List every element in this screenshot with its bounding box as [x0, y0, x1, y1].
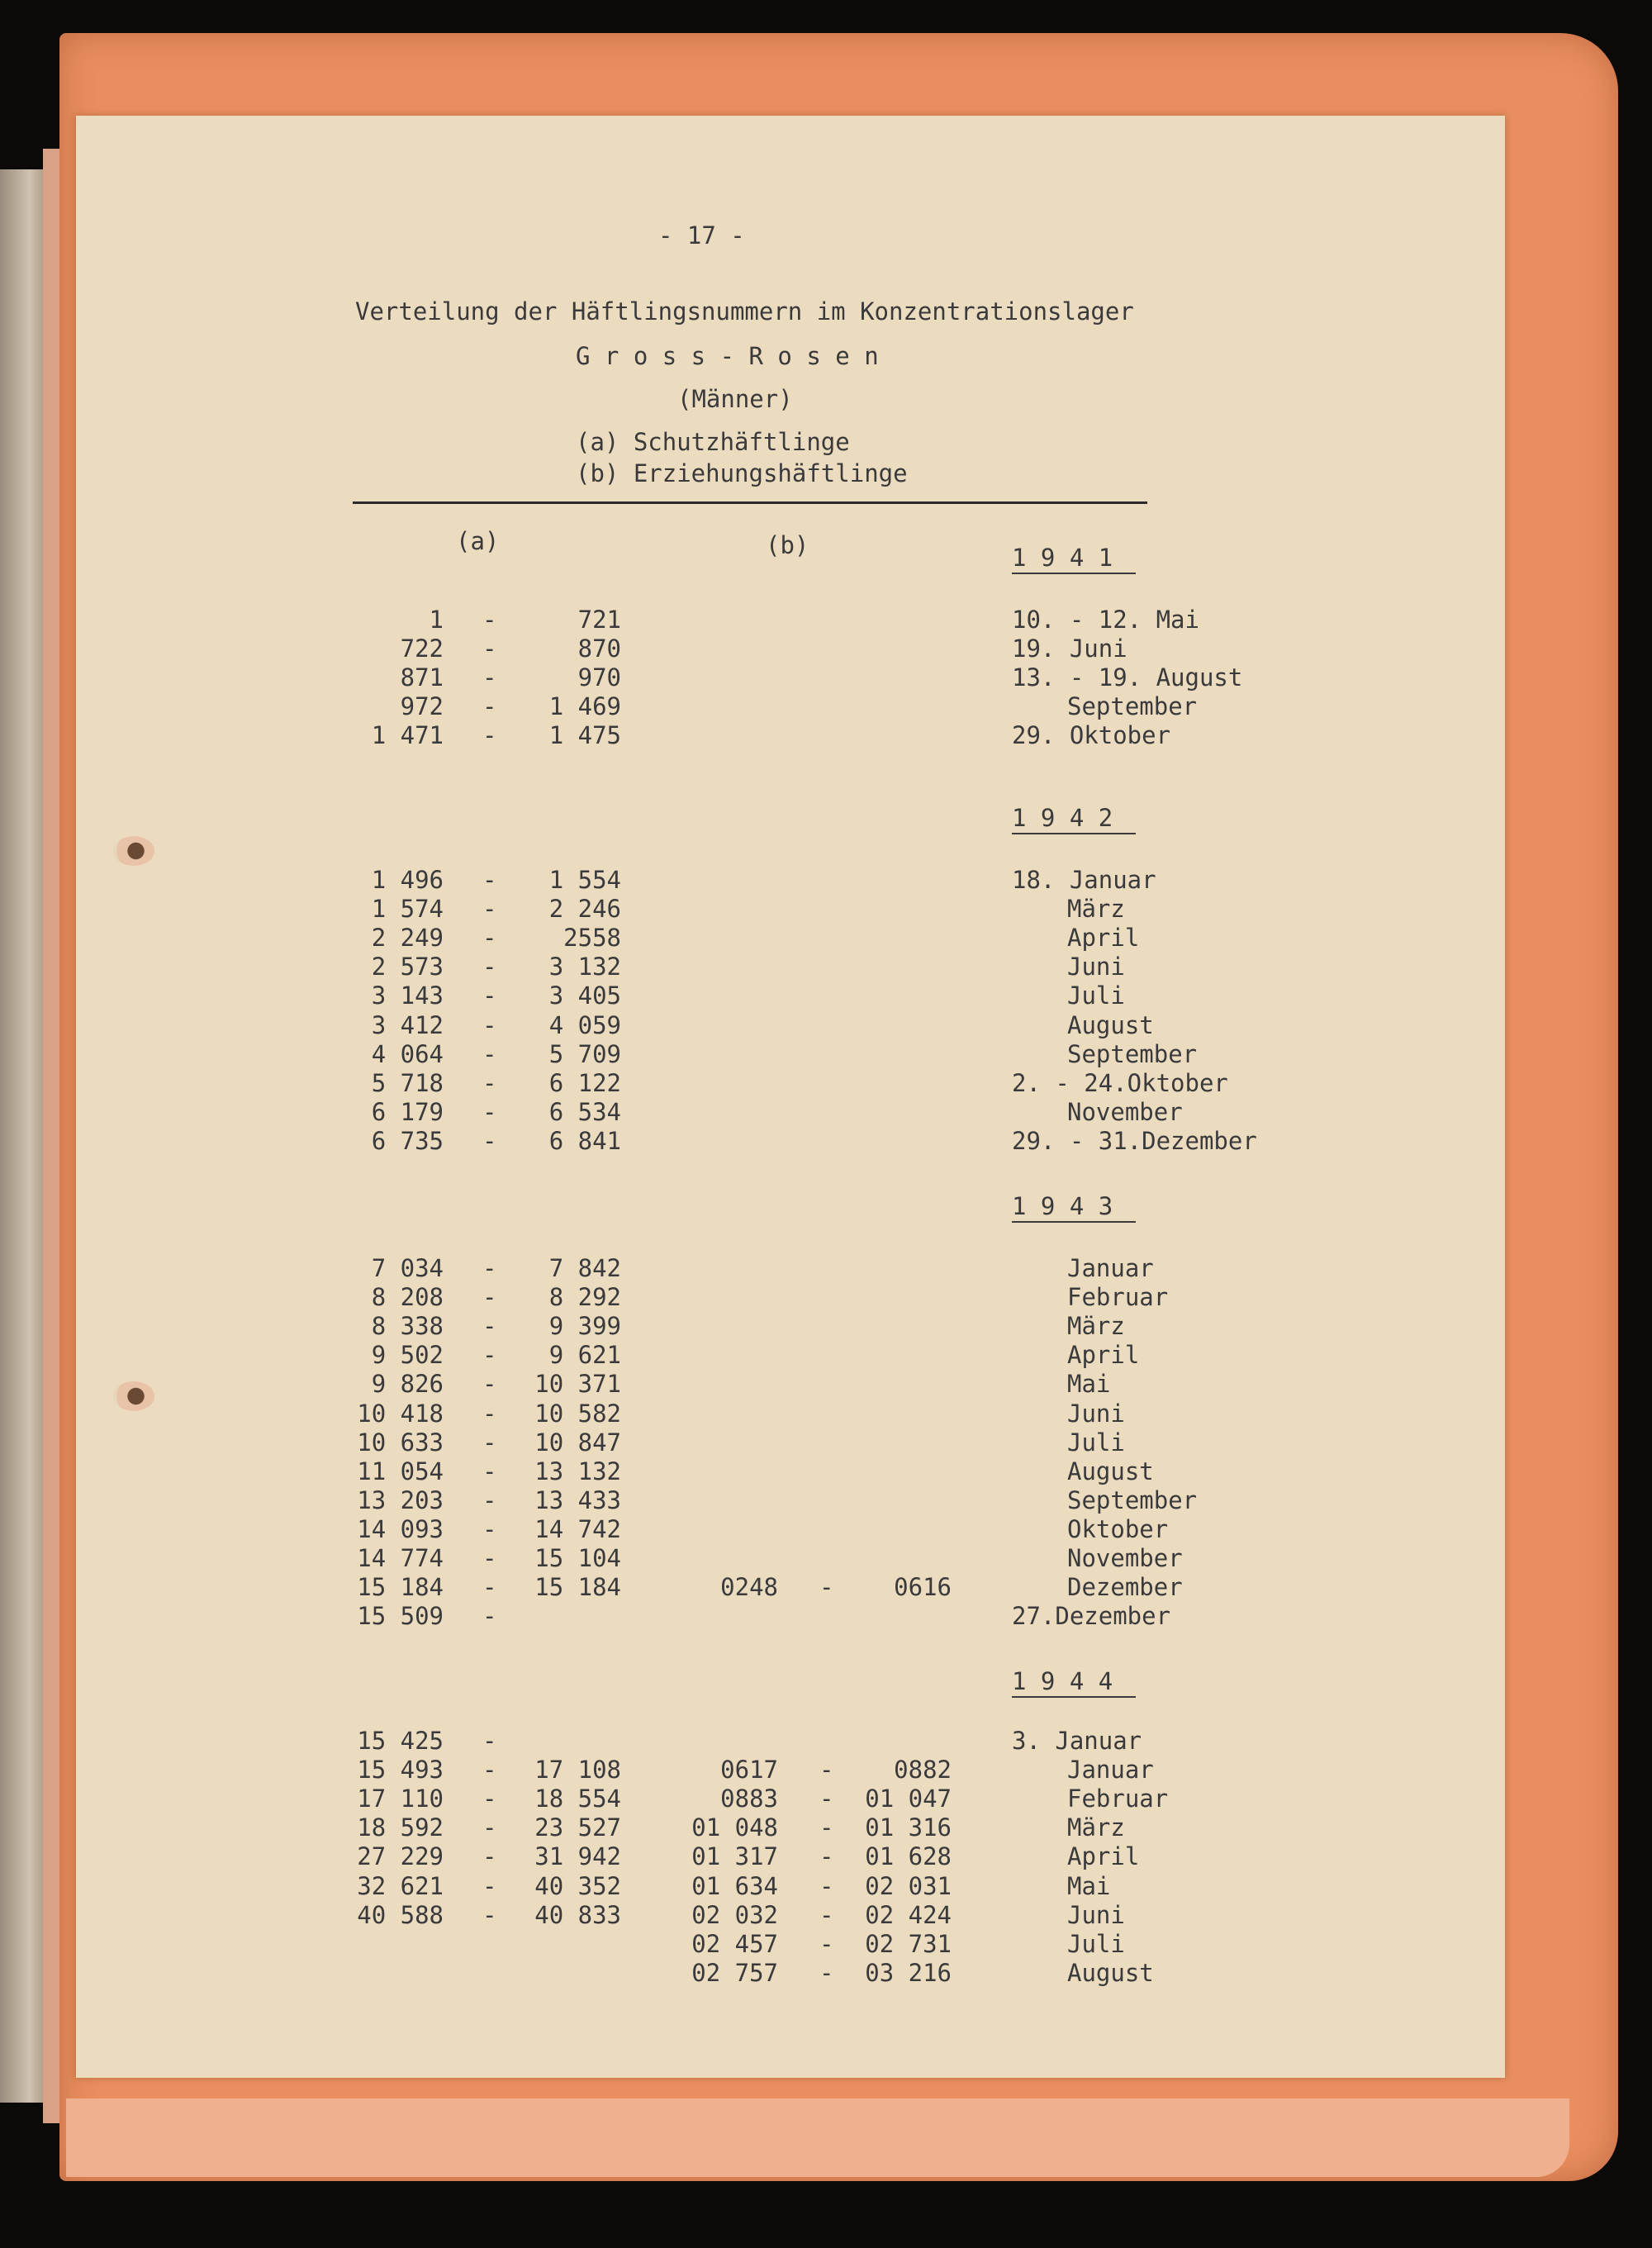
range-a-from: 972 — [400, 692, 444, 720]
range-b-from: 01 317 — [691, 1842, 778, 1870]
range-a-to: 40 352 — [534, 1872, 621, 1900]
range-b-to: 01 316 — [865, 1813, 952, 1842]
range-a-from: 15 425 — [357, 1727, 444, 1755]
entry-date: März — [1067, 1813, 1125, 1842]
legend-b: (b) Erziehungshäftlinge — [576, 459, 908, 487]
range-a-from: 9 826 — [371, 1370, 444, 1398]
entry-date: August — [1067, 1011, 1154, 1039]
range-a-to: 13 433 — [534, 1486, 621, 1514]
range-b-dash: - — [819, 1573, 834, 1601]
entry-date: September — [1067, 1486, 1198, 1514]
year-heading: 1 9 4 3 — [1012, 1192, 1113, 1220]
range-a-to: 6 122 — [548, 1069, 621, 1097]
range-a-from: 3 143 — [371, 981, 444, 1010]
range-a-dash: - — [482, 1756, 497, 1784]
range-a-dash: - — [482, 1785, 497, 1813]
range-a-from: 6 179 — [371, 1098, 444, 1126]
range-a-dash: - — [482, 1573, 497, 1601]
range-a-dash: - — [482, 1515, 497, 1543]
range-a-to: 13 132 — [534, 1457, 621, 1485]
range-a-dash: - — [482, 692, 497, 720]
range-b-dash: - — [819, 1842, 834, 1870]
range-a-from: 3 412 — [371, 1011, 444, 1039]
range-a-dash: - — [482, 1400, 497, 1428]
range-a-to: 9 399 — [548, 1312, 621, 1340]
range-a-dash: - — [482, 953, 497, 981]
range-a-from: 18 592 — [357, 1813, 444, 1842]
range-b-from: 0248 — [720, 1573, 778, 1601]
entry-date: 13. - 19. August — [1012, 663, 1243, 692]
range-b-to: 0882 — [894, 1756, 952, 1784]
range-a-from: 1 471 — [371, 721, 444, 749]
range-b-from: 0883 — [720, 1785, 778, 1813]
range-b-dash: - — [819, 1872, 834, 1900]
range-b-from: 02 457 — [691, 1930, 778, 1958]
entry-date: Februar — [1067, 1283, 1169, 1311]
entry-date: 29. Oktober — [1012, 721, 1171, 749]
document-page — [76, 116, 1505, 2078]
range-a-dash: - — [482, 1813, 497, 1842]
punch-hole-top — [113, 836, 154, 866]
entry-date: November — [1067, 1098, 1183, 1126]
range-b-from: 01 048 — [691, 1813, 778, 1842]
range-a-dash: - — [482, 1457, 497, 1485]
range-a-from: 27 229 — [357, 1842, 444, 1870]
range-a-dash: - — [482, 924, 497, 952]
range-a-dash: - — [482, 1254, 497, 1282]
range-a-to: 8 292 — [548, 1283, 621, 1311]
entry-date: Februar — [1067, 1785, 1169, 1813]
year-underline — [1012, 1221, 1136, 1223]
entry-date: Juni — [1067, 1901, 1125, 1929]
entry-date: März — [1067, 1312, 1125, 1340]
range-b-to: 0616 — [894, 1573, 952, 1601]
range-a-from: 14 774 — [357, 1544, 444, 1572]
range-a-to: 2 246 — [548, 895, 621, 923]
entry-date: 19. Juni — [1012, 634, 1127, 663]
range-a-from: 17 110 — [357, 1785, 444, 1813]
range-a-from: 10 418 — [357, 1400, 444, 1428]
entry-date: 29. - 31.Dezember — [1012, 1127, 1257, 1155]
range-a-from: 722 — [400, 634, 444, 663]
range-a-to: 7 842 — [548, 1254, 621, 1282]
range-a-to: 10 847 — [534, 1428, 621, 1457]
entry-date: August — [1067, 1959, 1154, 1987]
range-a-to: 40 833 — [534, 1901, 621, 1929]
range-a-to: 721 — [577, 606, 621, 634]
entry-date: September — [1067, 1040, 1198, 1068]
range-a-dash: - — [482, 1098, 497, 1126]
range-a-dash: - — [482, 606, 497, 634]
range-a-from: 11 054 — [357, 1457, 444, 1485]
range-a-dash: - — [482, 1544, 497, 1572]
entry-date: 27.Dezember — [1012, 1602, 1171, 1630]
range-a-from: 2 249 — [371, 924, 444, 952]
range-a-dash: - — [482, 1011, 497, 1039]
range-a-from: 1 496 — [371, 866, 444, 894]
entry-date: Juli — [1067, 1930, 1125, 1958]
range-a-dash: - — [482, 1486, 497, 1514]
range-a-to: 6 534 — [548, 1098, 621, 1126]
year-underline — [1012, 1696, 1136, 1698]
range-a-to: 15 104 — [534, 1544, 621, 1572]
range-a-from: 8 208 — [371, 1283, 444, 1311]
range-a-to: 17 108 — [534, 1756, 621, 1784]
range-a-to: 15 184 — [534, 1573, 621, 1601]
range-b-to: 02 031 — [865, 1872, 952, 1900]
folder-cover-lip — [66, 2098, 1569, 2177]
range-b-from: 02 757 — [691, 1959, 778, 1987]
entry-date: Januar — [1067, 1254, 1154, 1282]
range-a-to: 18 554 — [534, 1785, 621, 1813]
range-a-from: 871 — [400, 663, 444, 692]
range-a-to: 1 469 — [548, 692, 621, 720]
range-a-dash: - — [482, 1428, 497, 1457]
entry-date: April — [1067, 924, 1140, 952]
range-a-dash: - — [482, 1842, 497, 1870]
range-b-dash: - — [819, 1959, 834, 1987]
range-a-from: 15 509 — [357, 1602, 444, 1630]
range-a-dash: - — [482, 634, 497, 663]
range-a-to: 3 405 — [548, 981, 621, 1010]
punch-hole-bottom — [113, 1381, 154, 1411]
range-a-from: 13 203 — [357, 1486, 444, 1514]
entry-date: Mai — [1067, 1872, 1111, 1900]
range-a-dash: - — [482, 1341, 497, 1369]
entry-date: 18. Januar — [1012, 866, 1156, 894]
entry-date: Juli — [1067, 1428, 1125, 1457]
range-a-to: 6 841 — [548, 1127, 621, 1155]
range-a-to: 31 942 — [534, 1842, 621, 1870]
range-a-dash: - — [482, 1283, 497, 1311]
range-a-from: 1 — [429, 606, 444, 634]
range-a-to: 3 132 — [548, 953, 621, 981]
range-a-dash: - — [482, 1312, 497, 1340]
year-heading: 1 9 4 4 — [1012, 1667, 1113, 1695]
entry-date: Januar — [1067, 1756, 1154, 1784]
entry-date: April — [1067, 1842, 1140, 1870]
entry-date: Juli — [1067, 981, 1125, 1010]
range-b-to: 01 628 — [865, 1842, 952, 1870]
range-b-dash: - — [819, 1756, 834, 1784]
range-a-dash: - — [482, 1127, 497, 1155]
range-a-dash: - — [482, 981, 497, 1010]
entry-date: April — [1067, 1341, 1140, 1369]
range-a-dash: - — [482, 663, 497, 692]
range-a-dash: - — [482, 1069, 497, 1097]
range-a-to: 4 059 — [548, 1011, 621, 1039]
range-a-to: 970 — [577, 663, 621, 692]
range-a-to: 1 475 — [548, 721, 621, 749]
range-a-from: 6 735 — [371, 1127, 444, 1155]
entry-date: 10. - 12. Mai — [1012, 606, 1199, 634]
year-heading: 1 9 4 1 — [1012, 544, 1113, 572]
range-b-from: 02 032 — [691, 1901, 778, 1929]
entry-date: Juni — [1067, 953, 1125, 981]
range-a-dash: - — [482, 866, 497, 894]
camp-name: G r o s s - R o s e n — [576, 342, 879, 370]
range-a-dash: - — [482, 1872, 497, 1900]
column-header-b: (b) — [766, 531, 809, 559]
range-b-dash: - — [819, 1785, 834, 1813]
entry-date: 3. Januar — [1012, 1727, 1142, 1755]
range-a-from: 14 093 — [357, 1515, 444, 1543]
range-a-dash: - — [482, 1040, 497, 1068]
range-a-dash: - — [482, 1370, 497, 1398]
year-underline — [1012, 833, 1136, 834]
range-a-to: 9 621 — [548, 1341, 621, 1369]
entry-date: Juni — [1067, 1400, 1125, 1428]
range-a-to: 10 371 — [534, 1370, 621, 1398]
range-a-dash: - — [482, 1602, 497, 1630]
entry-date: Oktober — [1067, 1515, 1169, 1543]
range-a-from: 7 034 — [371, 1254, 444, 1282]
range-a-to: 1 554 — [548, 866, 621, 894]
column-header-a: (a) — [456, 527, 500, 555]
range-b-dash: - — [819, 1901, 834, 1929]
range-b-dash: - — [819, 1813, 834, 1842]
range-b-dash: - — [819, 1930, 834, 1958]
range-a-from: 15 184 — [357, 1573, 444, 1601]
range-a-to: 5 709 — [548, 1040, 621, 1068]
range-a-to: 14 742 — [534, 1515, 621, 1543]
entry-date: März — [1067, 895, 1125, 923]
entry-date: August — [1067, 1457, 1154, 1485]
range-a-from: 40 588 — [357, 1901, 444, 1929]
range-b-to: 03 216 — [865, 1959, 952, 1987]
range-a-to: 2558 — [563, 924, 621, 952]
range-a-to: 10 582 — [534, 1400, 621, 1428]
range-b-to: 01 047 — [865, 1785, 952, 1813]
page-number: - 17 - — [658, 221, 745, 250]
document-title: Verteilung der Häftlingsnummern im Konzentrationslager — [355, 297, 1134, 326]
entry-date: 2. - 24.Oktober — [1012, 1069, 1228, 1097]
range-a-from: 4 064 — [371, 1040, 444, 1068]
range-a-dash: - — [482, 721, 497, 749]
range-a-from: 10 633 — [357, 1428, 444, 1457]
range-a-from: 2 573 — [371, 953, 444, 981]
year-underline — [1012, 573, 1136, 574]
range-a-dash: - — [482, 895, 497, 923]
range-a-to: 23 527 — [534, 1813, 621, 1842]
range-b-from: 01 634 — [691, 1872, 778, 1900]
range-a-from: 8 338 — [371, 1312, 444, 1340]
entry-date: Mai — [1067, 1370, 1111, 1398]
legend-a: (a) Schutzhäftlinge — [576, 428, 850, 456]
range-a-from: 15 493 — [357, 1756, 444, 1784]
range-a-from: 5 718 — [371, 1069, 444, 1097]
range-b-to: 02 731 — [865, 1930, 952, 1958]
range-b-from: 0617 — [720, 1756, 778, 1784]
range-a-from: 32 621 — [357, 1872, 444, 1900]
entry-date: Dezember — [1067, 1573, 1183, 1601]
range-a-to: 870 — [577, 634, 621, 663]
range-b-to: 02 424 — [865, 1901, 952, 1929]
prisoner-group: (Männer) — [677, 385, 793, 413]
previous-page-edge — [0, 169, 50, 2103]
range-a-from: 1 574 — [371, 895, 444, 923]
entry-date: November — [1067, 1544, 1183, 1572]
range-a-dash: - — [482, 1727, 497, 1755]
entry-date: September — [1067, 692, 1198, 720]
range-a-dash: - — [482, 1901, 497, 1929]
year-heading: 1 9 4 2 — [1012, 804, 1113, 832]
range-a-from: 9 502 — [371, 1341, 444, 1369]
header-rule — [353, 501, 1147, 504]
